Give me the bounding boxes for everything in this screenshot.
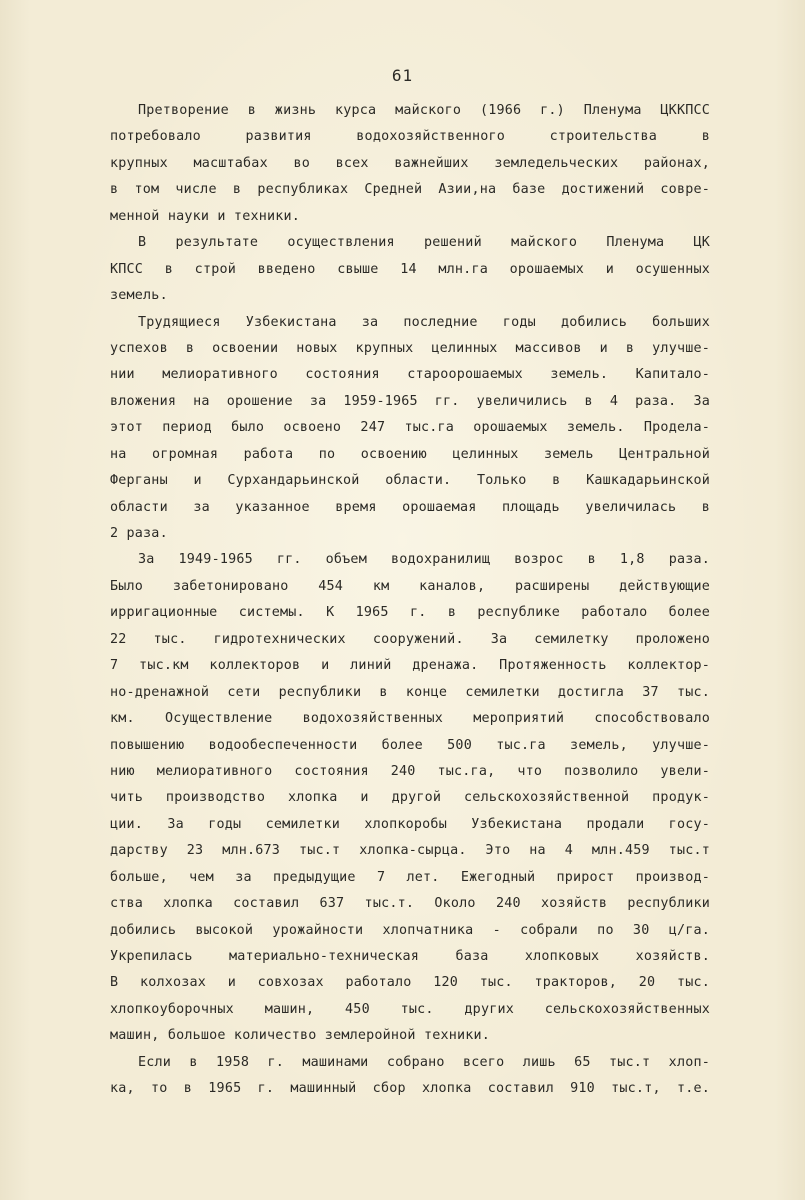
text-line: ка, то в 1965 г. машинный сбор хлопка составил 910 тыс.т, т.е. xyxy=(110,1081,710,1097)
text-line: потребовало развития водохозяйственного строительства в xyxy=(110,129,710,145)
text-line: чить производство хлопка и другой сельскохозяйственной продук- xyxy=(110,790,710,806)
text-line: Ферганы и Сурхандарьинской области. Только в Кашкадарьинской xyxy=(110,473,710,489)
text-line: менной науки и техники. xyxy=(110,208,301,224)
text-line: КПСС в строй введено свыше 14 млн.га орошаемых и осушенных xyxy=(110,261,710,277)
text-line: хлопкоуборочных машин, 450 тыс. других сельскохозяйственных xyxy=(110,1001,710,1017)
text-line: км. Осуществление водохозяйственных мероприятий способствовало xyxy=(110,711,710,727)
text-line: повышению водообеспеченности более 500 тыс.га земель, улучше- xyxy=(110,737,710,753)
text-line: нии мелиоративного состояния староорошаемых земель. Капитало- xyxy=(110,367,710,383)
text-line: больше, чем за предыдущие 7 лет. Ежегодный прирост производ- xyxy=(110,869,710,885)
text-line: области за указанное время орошаемая площадь увеличилась в xyxy=(110,499,710,515)
text-line: ции. За годы семилетки хлопкоробы Узбекистана продали госу- xyxy=(110,816,710,832)
text-line: 7 тыс.км коллекторов и линий дренажа. Протяженность коллектор- xyxy=(110,658,710,674)
text-line: ирригационные системы. К 1965 г. в республике работало более xyxy=(110,605,710,621)
page-number: 61 xyxy=(391,66,414,85)
text-line: Если в 1958 г. машинами собрано всего лишь 65 тыс.т хлоп- xyxy=(138,1054,710,1070)
text-line: Укрепилась материально-техническая база хлопковых хозяйств. xyxy=(110,949,710,964)
text-line: Трудящиеся Узбекистана за последние годы добились больших xyxy=(138,314,710,330)
text-line: За 1949-1965 гг. объем водохранилищ возрос в 1,8 раза. xyxy=(138,552,710,568)
text-line: машин, большое количество землеройной техники. xyxy=(110,1028,491,1044)
text-line: в том числе в республиках Средней Азии,на базе достижений совре- xyxy=(110,182,710,198)
text-line: Было забетонировано 454 км каналов, расширены действующие xyxy=(110,578,710,594)
text-line: В колхозах и совхозах работало 120 тыс. тракторов, 20 тыс. xyxy=(110,975,710,991)
text-line: вложения на орошение за 1959-1965 гг. увеличились в 4 раза. За xyxy=(110,393,710,409)
text-line: успехов в освоении новых крупных целинных массивов и в улучше- xyxy=(110,340,710,356)
text-line: земель. xyxy=(110,288,168,304)
text-line: добились высокой урожайности хлопчатника - собрали по 30 ц/га. xyxy=(110,922,710,938)
text-line: Претворение в жизнь курса майского (1966 г.) Пленума ЦККПСС xyxy=(138,103,710,118)
text-line: дарству 23 млн.673 тыс.т хлопка-сырца. Это на 4 млн.459 тыс.т xyxy=(110,843,710,859)
text-line: крупных масштабах во всех важнейших земледельческих районах, xyxy=(110,155,710,171)
text-line: В результате осуществления решений майского Пленума ЦК xyxy=(138,235,710,251)
text-line: 22 тыс. гидротехнических сооружений. За семилетку проложено xyxy=(110,631,710,647)
text-line: этот период было освоено 247 тыс.га орошаемых земель. Проделa- xyxy=(110,420,710,436)
text-line: но-дренажной сети республики в конце семилетки достигла 37 тыс. xyxy=(110,684,710,700)
text-line: нию мелиоративного состояния 240 тыс.га, что позволило увели- xyxy=(110,763,710,779)
text-line: на огромная работа по освоению целинных земель Центральной xyxy=(110,446,710,462)
text-line: 2 раза. xyxy=(110,526,168,541)
text-line: ства хлопка составил 637 тыс.т. Около 240 хозяйств республики xyxy=(110,896,710,912)
body-text xyxy=(110,98,710,1103)
